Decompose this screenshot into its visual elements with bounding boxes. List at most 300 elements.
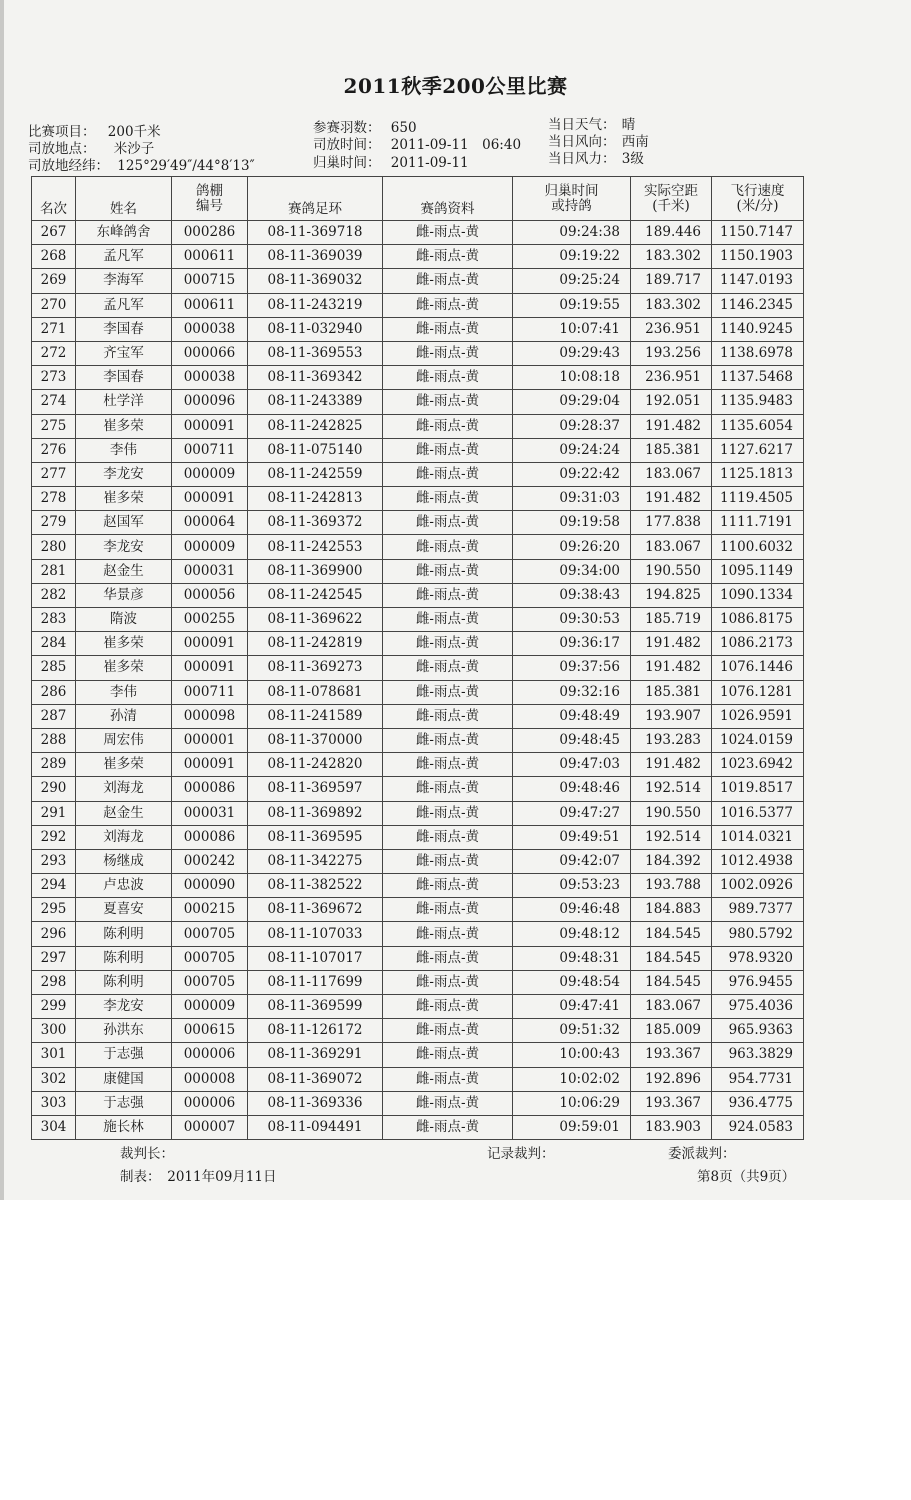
cell-rank: 271 [32, 317, 76, 341]
info-count-value: 650 [390, 120, 417, 136]
cell-distance: 183.067 [631, 462, 712, 486]
cell-distance: 191.482 [631, 656, 712, 680]
cell-distance: 192.514 [631, 777, 712, 801]
cell-time: 10:00:43 [513, 1043, 631, 1067]
table-row [32, 1115, 804, 1139]
cell-distance: 183.302 [631, 293, 712, 317]
cell-time: 09:48:45 [513, 728, 631, 752]
cell-loft: 000091 [172, 656, 248, 680]
header-loft-line1: 鸽棚 [196, 182, 223, 199]
info-return-label: 归巢时间： [313, 155, 381, 171]
cell-info: 雌-雨点-黄 [383, 656, 513, 680]
cell-loft: 000056 [172, 583, 248, 607]
footer-page-number: 第8页（共9页） [697, 1169, 796, 1185]
cell-info: 雌-雨点-黄 [383, 559, 513, 583]
cell-info: 雌-雨点-黄 [383, 704, 513, 728]
cell-distance: 184.545 [631, 946, 712, 970]
cell-time: 10:02:02 [513, 1067, 631, 1091]
cell-speed: 1026.9591 [712, 704, 804, 728]
cell-distance: 194.825 [631, 583, 712, 607]
footer-recorder: 记录裁判： [487, 1146, 555, 1162]
cell-distance: 193.367 [631, 1043, 712, 1067]
cell-loft: 000705 [172, 970, 248, 994]
cell-info: 雌-雨点-黄 [383, 874, 513, 898]
cell-distance: 190.550 [631, 559, 712, 583]
cell-name: 刘海龙 [76, 825, 172, 849]
cell-rank: 281 [32, 559, 76, 583]
cell-time: 10:06:29 [513, 1091, 631, 1115]
cell-time: 09:47:03 [513, 753, 631, 777]
cell-distance: 193.283 [631, 728, 712, 752]
cell-info: 雌-雨点-黄 [383, 511, 513, 535]
cell-loft: 000001 [172, 728, 248, 752]
cell-time: 09:53:23 [513, 874, 631, 898]
cell-time: 09:19:22 [513, 245, 631, 269]
table-row [32, 825, 804, 849]
cell-time: 09:22:42 [513, 462, 631, 486]
cell-time: 09:31:03 [513, 487, 631, 511]
table-row [32, 608, 804, 632]
cell-info: 雌-雨点-黄 [383, 970, 513, 994]
cell-name: 李龙安 [76, 995, 172, 1019]
cell-rank: 302 [32, 1067, 76, 1091]
cell-ring: 08-11-369892 [248, 801, 383, 825]
cell-name: 崔多荣 [76, 414, 172, 438]
cell-speed: 1012.4938 [712, 849, 804, 873]
cell-rank: 287 [32, 704, 76, 728]
cell-time: 09:29:43 [513, 341, 631, 365]
cell-info: 雌-雨点-黄 [383, 1091, 513, 1115]
cell-name: 陈利明 [76, 970, 172, 994]
header-speed-line1: 飞行速度 [730, 182, 785, 199]
cell-distance: 185.719 [631, 608, 712, 632]
cell-info: 雌-雨点-黄 [383, 680, 513, 704]
table-row [32, 438, 804, 462]
cell-ring: 08-11-382522 [248, 874, 383, 898]
cell-ring: 08-11-242819 [248, 632, 383, 656]
cell-name: 卢忠波 [76, 874, 172, 898]
cell-ring: 08-11-369597 [248, 777, 383, 801]
table-row [32, 583, 804, 607]
cell-time: 09:26:20 [513, 535, 631, 559]
cell-ring: 08-11-242820 [248, 753, 383, 777]
table-row [32, 341, 804, 365]
cell-ring: 08-11-107033 [248, 922, 383, 946]
table-row [32, 487, 804, 511]
cell-speed: 978.9320 [712, 946, 804, 970]
cell-speed: 965.9363 [712, 1019, 804, 1043]
table-row [32, 1091, 804, 1115]
cell-ring: 08-11-242559 [248, 462, 383, 486]
cell-loft: 000615 [172, 1019, 248, 1043]
cell-ring: 08-11-242813 [248, 487, 383, 511]
cell-distance: 193.788 [631, 874, 712, 898]
cell-name: 李龙安 [76, 462, 172, 486]
cell-rank: 278 [32, 487, 76, 511]
cell-rank: 300 [32, 1019, 76, 1043]
cell-rank: 291 [32, 801, 76, 825]
cell-name: 赵金生 [76, 559, 172, 583]
cell-rank: 284 [32, 632, 76, 656]
cell-ring: 08-11-369342 [248, 366, 383, 390]
cell-rank: 282 [32, 583, 76, 607]
cell-speed: 963.3829 [712, 1043, 804, 1067]
cell-rank: 272 [32, 341, 76, 365]
cell-loft: 000711 [172, 438, 248, 462]
info-project-value: 200千米 [107, 124, 161, 140]
cell-loft: 000066 [172, 341, 248, 365]
cell-info: 雌-雨点-黄 [383, 221, 513, 245]
cell-ring: 08-11-369291 [248, 1043, 383, 1067]
header-speed [712, 177, 804, 221]
cell-time: 09:48:12 [513, 922, 631, 946]
cell-distance: 183.302 [631, 245, 712, 269]
cell-info: 雌-雨点-黄 [383, 728, 513, 752]
cell-info: 雌-雨点-黄 [383, 317, 513, 341]
cell-ring: 08-11-369718 [248, 221, 383, 245]
cell-rank: 279 [32, 511, 76, 535]
cell-speed: 1002.0926 [712, 874, 804, 898]
cell-name: 赵国军 [76, 511, 172, 535]
cell-info: 雌-雨点-黄 [383, 366, 513, 390]
table-row [32, 390, 804, 414]
cell-distance: 184.545 [631, 970, 712, 994]
cell-loft: 000715 [172, 269, 248, 293]
cell-distance: 191.482 [631, 632, 712, 656]
cell-ring: 08-11-126172 [248, 1019, 383, 1043]
cell-speed: 1146.2345 [712, 293, 804, 317]
cell-info: 雌-雨点-黄 [383, 438, 513, 462]
info-project [28, 124, 161, 141]
cell-ring: 08-11-241589 [248, 704, 383, 728]
header-loft [172, 177, 248, 221]
cell-info: 雌-雨点-黄 [383, 1067, 513, 1091]
cell-loft: 000091 [172, 414, 248, 438]
header-distance-line2: (千米) [652, 197, 690, 214]
cell-distance: 184.545 [631, 922, 712, 946]
cell-name: 李龙安 [76, 535, 172, 559]
cell-rank: 269 [32, 269, 76, 293]
cell-loft: 000091 [172, 753, 248, 777]
cell-time: 09:37:56 [513, 656, 631, 680]
cell-distance: 189.446 [631, 221, 712, 245]
cell-ring: 08-11-369900 [248, 559, 383, 583]
cell-info: 雌-雨点-黄 [383, 583, 513, 607]
cell-loft: 000009 [172, 535, 248, 559]
cell-speed: 976.9455 [712, 970, 804, 994]
info-release-value: 2011-09-11 06:40 [390, 137, 522, 153]
cell-ring: 08-11-369273 [248, 656, 383, 680]
cell-ring: 08-11-242825 [248, 414, 383, 438]
cell-speed: 1140.9245 [712, 317, 804, 341]
table-row [32, 777, 804, 801]
cell-ring: 08-11-107017 [248, 946, 383, 970]
cell-time: 09:48:49 [513, 704, 631, 728]
cell-rank: 297 [32, 946, 76, 970]
cell-loft: 000086 [172, 825, 248, 849]
cell-rank: 301 [32, 1043, 76, 1067]
cell-rank: 303 [32, 1091, 76, 1115]
table-row [32, 680, 804, 704]
cell-rank: 276 [32, 438, 76, 462]
cell-name: 李伟 [76, 438, 172, 462]
cell-info: 雌-雨点-黄 [383, 995, 513, 1019]
cell-loft: 000286 [172, 221, 248, 245]
cell-name: 齐宝军 [76, 341, 172, 365]
cell-speed: 1095.1149 [712, 559, 804, 583]
cell-rank: 289 [32, 753, 76, 777]
cell-speed: 1135.9483 [712, 390, 804, 414]
cell-speed: 1076.1281 [712, 680, 804, 704]
table-row [32, 632, 804, 656]
info-return-value: 2011-09-11 [390, 155, 469, 171]
cell-time: 09:38:43 [513, 583, 631, 607]
table-row [32, 946, 804, 970]
cell-speed: 975.4036 [712, 995, 804, 1019]
cell-loft: 000031 [172, 559, 248, 583]
info-return [313, 155, 469, 172]
cell-time: 09:36:17 [513, 632, 631, 656]
cell-time: 09:34:00 [513, 559, 631, 583]
table-row [32, 559, 804, 583]
cell-distance: 190.550 [631, 801, 712, 825]
document-title: 2011秋季200公里比赛 [343, 74, 568, 98]
cell-info: 雌-雨点-黄 [383, 825, 513, 849]
cell-name: 周宏伟 [76, 728, 172, 752]
cell-ring: 08-11-369039 [248, 245, 383, 269]
table-row [32, 245, 804, 269]
cell-speed: 1150.7147 [712, 221, 804, 245]
cell-ring: 08-11-117699 [248, 970, 383, 994]
cell-rank: 273 [32, 366, 76, 390]
info-coords-value: 125°29′49″/44°8′13″ [117, 158, 255, 174]
cell-loft: 000090 [172, 874, 248, 898]
table-row [32, 1067, 804, 1091]
cell-time: 09:19:58 [513, 511, 631, 535]
cell-speed: 1100.6032 [712, 535, 804, 559]
cell-rank: 296 [32, 922, 76, 946]
cell-loft: 000086 [172, 777, 248, 801]
results-table [31, 176, 804, 1140]
cell-rank: 304 [32, 1115, 76, 1139]
cell-name: 孙洪东 [76, 1019, 172, 1043]
cell-distance: 185.009 [631, 1019, 712, 1043]
table-row [32, 462, 804, 486]
cell-time: 09:24:38 [513, 221, 631, 245]
cell-name: 施长林 [76, 1115, 172, 1139]
cell-distance: 236.951 [631, 317, 712, 341]
cell-distance: 192.896 [631, 1067, 712, 1091]
cell-name: 孟凡军 [76, 245, 172, 269]
cell-rank: 288 [32, 728, 76, 752]
cell-rank: 275 [32, 414, 76, 438]
cell-ring: 08-11-369622 [248, 608, 383, 632]
info-release-label: 司放时间： [313, 137, 381, 153]
cell-name: 赵金生 [76, 801, 172, 825]
cell-loft: 000009 [172, 462, 248, 486]
cell-time: 09:51:32 [513, 1019, 631, 1043]
cell-ring: 08-11-369599 [248, 995, 383, 1019]
table-row [32, 898, 804, 922]
cell-name: 东峰鸽舍 [76, 221, 172, 245]
cell-ring: 08-11-369032 [248, 269, 383, 293]
cell-info: 雌-雨点-黄 [383, 341, 513, 365]
cell-speed: 1111.7191 [712, 511, 804, 535]
table-row [32, 511, 804, 535]
cell-loft: 000038 [172, 317, 248, 341]
table-row [32, 535, 804, 559]
cell-time: 09:47:41 [513, 995, 631, 1019]
cell-ring: 08-11-243389 [248, 390, 383, 414]
info-weather-label: 当日天气： [548, 117, 616, 133]
cell-speed: 1086.8175 [712, 608, 804, 632]
table-row [32, 1019, 804, 1043]
cell-distance: 236.951 [631, 366, 712, 390]
cell-name: 崔多荣 [76, 487, 172, 511]
cell-name: 隋波 [76, 608, 172, 632]
table-row [32, 221, 804, 245]
cell-time: 09:48:46 [513, 777, 631, 801]
cell-info: 雌-雨点-黄 [383, 487, 513, 511]
table-header-row [32, 177, 804, 221]
info-release [313, 137, 521, 154]
cell-info: 雌-雨点-黄 [383, 849, 513, 873]
cell-distance: 191.482 [631, 414, 712, 438]
table-row [32, 728, 804, 752]
cell-time: 09:32:16 [513, 680, 631, 704]
cell-loft: 000091 [172, 632, 248, 656]
cell-loft: 000038 [172, 366, 248, 390]
cell-name: 崔多荣 [76, 632, 172, 656]
table-row [32, 849, 804, 873]
cell-speed: 936.4775 [712, 1091, 804, 1115]
cell-time: 09:25:24 [513, 269, 631, 293]
header-distance [631, 177, 712, 221]
info-wind-force-label: 当日风力： [548, 151, 616, 167]
cell-loft: 000006 [172, 1091, 248, 1115]
cell-ring: 08-11-094491 [248, 1115, 383, 1139]
cell-distance: 183.067 [631, 995, 712, 1019]
cell-speed: 1127.6217 [712, 438, 804, 462]
cell-rank: 294 [32, 874, 76, 898]
table-row [32, 970, 804, 994]
header-speed-line2: (米/分) [736, 197, 779, 214]
cell-loft: 000098 [172, 704, 248, 728]
cell-time: 09:47:27 [513, 801, 631, 825]
cell-name: 杜学洋 [76, 390, 172, 414]
header-time-line1: 归巢时间 [544, 182, 599, 199]
table-row [32, 366, 804, 390]
cell-loft: 000008 [172, 1067, 248, 1091]
cell-info: 雌-雨点-黄 [383, 293, 513, 317]
cell-time: 10:07:41 [513, 317, 631, 341]
header-rank: 名次 [32, 177, 76, 221]
footer-chief-judge: 裁判长： [120, 1146, 174, 1162]
cell-loft: 000096 [172, 390, 248, 414]
cell-ring: 08-11-369372 [248, 511, 383, 535]
cell-distance: 189.717 [631, 269, 712, 293]
cell-name: 于志强 [76, 1091, 172, 1115]
cell-distance: 185.381 [631, 680, 712, 704]
cell-speed: 1135.6054 [712, 414, 804, 438]
info-location-label: 司放地点： [28, 141, 96, 157]
cell-loft: 000009 [172, 995, 248, 1019]
cell-rank: 299 [32, 995, 76, 1019]
cell-name: 李国春 [76, 317, 172, 341]
cell-ring: 08-11-242545 [248, 583, 383, 607]
info-coords-label: 司放地经纬： [28, 158, 109, 174]
header-name: 姓名 [76, 177, 172, 221]
info-wind-force [548, 151, 644, 168]
table-row [32, 874, 804, 898]
cell-ring: 08-11-075140 [248, 438, 383, 462]
cell-speed: 1023.6942 [712, 753, 804, 777]
cell-loft: 000091 [172, 487, 248, 511]
cell-rank: 270 [32, 293, 76, 317]
cell-ring: 08-11-032940 [248, 317, 383, 341]
cell-distance: 192.051 [631, 390, 712, 414]
cell-distance: 191.482 [631, 487, 712, 511]
cell-name: 崔多荣 [76, 656, 172, 680]
cell-speed: 954.7731 [712, 1067, 804, 1091]
info-project-label: 比赛项目： [28, 124, 96, 140]
table-row [32, 1043, 804, 1067]
cell-distance: 192.514 [631, 825, 712, 849]
cell-speed: 1119.4505 [712, 487, 804, 511]
info-location [28, 141, 154, 158]
cell-speed: 980.5792 [712, 922, 804, 946]
cell-rank: 292 [32, 825, 76, 849]
cell-distance: 193.907 [631, 704, 712, 728]
cell-speed: 1019.8517 [712, 777, 804, 801]
cell-time: 09:46:48 [513, 898, 631, 922]
header-time [513, 177, 631, 221]
cell-distance: 184.883 [631, 898, 712, 922]
cell-ring: 08-11-342275 [248, 849, 383, 873]
cell-name: 刘海龙 [76, 777, 172, 801]
cell-info: 雌-雨点-黄 [383, 801, 513, 825]
table-row [32, 656, 804, 680]
table-row [32, 995, 804, 1019]
cell-loft: 000255 [172, 608, 248, 632]
cell-time: 09:30:53 [513, 608, 631, 632]
cell-loft: 000007 [172, 1115, 248, 1139]
cell-info: 雌-雨点-黄 [383, 414, 513, 438]
cell-distance: 183.067 [631, 535, 712, 559]
cell-rank: 286 [32, 680, 76, 704]
cell-rank: 280 [32, 535, 76, 559]
cell-loft: 000705 [172, 946, 248, 970]
cell-loft: 000006 [172, 1043, 248, 1067]
cell-ring: 08-11-243219 [248, 293, 383, 317]
cell-name: 康健国 [76, 1067, 172, 1091]
cell-time: 09:48:54 [513, 970, 631, 994]
cell-info: 雌-雨点-黄 [383, 632, 513, 656]
cell-distance: 185.381 [631, 438, 712, 462]
table-row [32, 801, 804, 825]
cell-name: 杨继成 [76, 849, 172, 873]
cell-speed: 1076.1446 [712, 656, 804, 680]
cell-name: 李伟 [76, 680, 172, 704]
cell-distance: 193.367 [631, 1091, 712, 1115]
cell-info: 雌-雨点-黄 [383, 245, 513, 269]
info-weather [548, 117, 635, 134]
cell-loft: 000215 [172, 898, 248, 922]
cell-info: 雌-雨点-黄 [383, 922, 513, 946]
cell-rank: 293 [32, 849, 76, 873]
footer-appointed: 委派裁判： [668, 1146, 736, 1162]
info-wind-force-value: 3级 [621, 151, 644, 167]
